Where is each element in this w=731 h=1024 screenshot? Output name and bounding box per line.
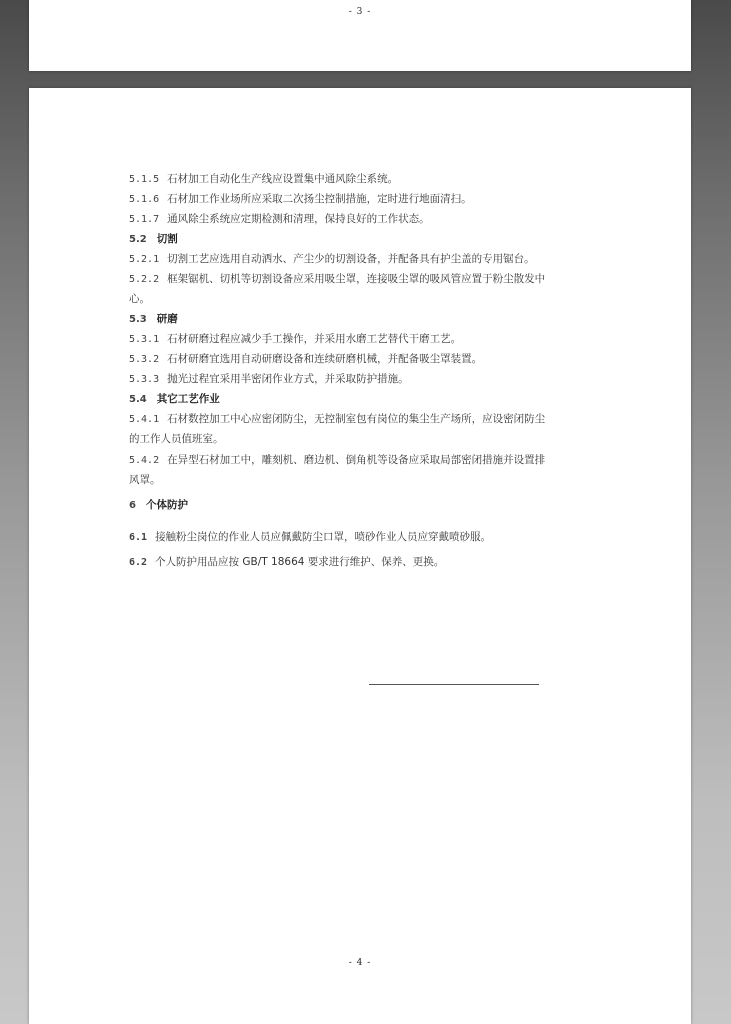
previous-page bbox=[29, 0, 691, 71]
section-heading-5-2: 5.2 切割 bbox=[129, 233, 178, 245]
end-of-document-rule bbox=[369, 684, 539, 685]
clause-5-4-2-continued: 风罩。 bbox=[129, 474, 161, 486]
clause-5-2-1: 5.2.1 切割工艺应选用自动洒水、产尘少的切割设备，并配备具有护尘盖的专用锯台。 bbox=[129, 253, 535, 265]
clause-6-2: 6.2 个人防护用品应按 GB/T 18664 要求进行维护、保养、更换。 bbox=[129, 556, 445, 568]
chapter-heading-6: 6 个体防护 bbox=[129, 499, 188, 511]
clause-5-2-2: 5.2.2 框架锯机、切机等切割设备应采用吸尘罩，连接吸尘罩的吸风管应置于粉尘散发中 bbox=[129, 273, 546, 285]
clause-5-1-5: 5.1.5 石材加工自动化生产线应设置集中通风除尘系统。 bbox=[129, 173, 399, 185]
clause-5-3-1: 5.3.1 石材研磨过程应减少手工操作，并采用水磨工艺替代干磨工艺。 bbox=[129, 333, 462, 345]
clause-5-1-7: 5.1.7 通风除尘系统应定期检测和清理，保持良好的工作状态。 bbox=[129, 213, 430, 225]
previous-page-number: - 3 - bbox=[348, 7, 372, 17]
clause-5-4-1-continued: 的工作人员值班室。 bbox=[129, 433, 224, 445]
clause-5-2-2-continued: 心。 bbox=[129, 293, 150, 305]
clause-5-4-2: 5.4.2 在异型石材加工中，雕刻机、磨边机、倒角机等设备应采取局部密闭措施并设置排 bbox=[129, 454, 546, 466]
clause-5-3-3: 5.3.3 抛光过程宜采用半密闭作业方式，并采取防护措施。 bbox=[129, 373, 409, 385]
section-heading-5-4: 5.4 其它工艺作业 bbox=[129, 393, 220, 405]
section-heading-5-3: 5.3 研磨 bbox=[129, 313, 178, 325]
clause-5-4-1: 5.4.1 石材数控加工中心应密闭防尘，无控制室包有岗位的集尘生产场所，应设密闭防尘 bbox=[129, 413, 546, 425]
clause-5-3-2: 5.3.2 石材研磨宜选用自动研磨设备和连续研磨机械，并配备吸尘罩装置。 bbox=[129, 353, 483, 365]
clause-6-1: 6.1 接触粉尘岗位的作业人员应佩戴防尘口罩，喷砂作业人员应穿戴喷砂服。 bbox=[129, 531, 492, 543]
current-page-number: - 4 - bbox=[348, 958, 372, 968]
current-page bbox=[29, 88, 691, 1024]
clause-5-1-6: 5.1.6 石材加工作业场所应采取二次扬尘控制措施，定时进行地面清扫。 bbox=[129, 193, 472, 205]
